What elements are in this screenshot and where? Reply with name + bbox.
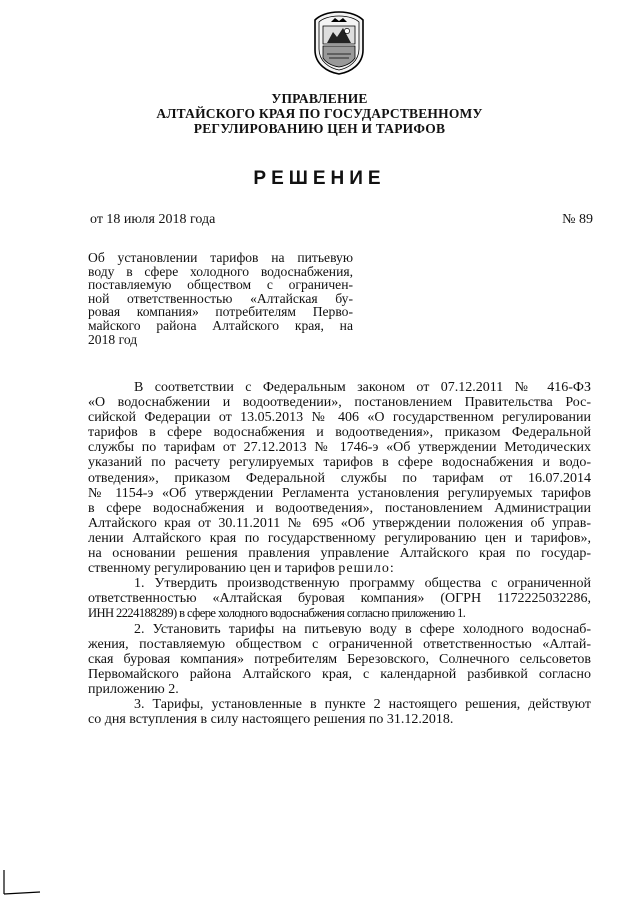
- text-line: В соответствии с Федеральным законом от 07.12.2011 № 416-ФЗ: [134, 380, 591, 395]
- text-line: ответственностью «Алтайская буровая компания» (ОГРН 1172225032286,: [88, 591, 591, 607]
- text-line: отведения», приказом Федеральной службы по тарифам от 16.07.2014: [88, 470, 591, 486]
- document-title: РЕШЕНИЕ: [253, 168, 386, 189]
- subject-line: 2018 год: [88, 331, 138, 347]
- org-line-3: РЕГУЛИРОВАНИЮ ЦЕН И ТАРИФОВ: [193, 121, 446, 136]
- text-line: тарифов в сфере водоснабжения и водоотведения», приказом Федеральной: [88, 425, 591, 441]
- text-line: в сфере водоснабжения и водоотведения», постановлением Администрации: [88, 500, 591, 516]
- text-line: сийской Федерации от 13.05.2013 № 406 «О государственном регулировании: [88, 410, 591, 426]
- document-date: от 18 июля 2018 года: [90, 212, 216, 227]
- item-2-paragraph: [88, 622, 591, 697]
- text-line: приложению 2.: [88, 681, 179, 697]
- text-line: лении Алтайского края по государственному регулированию цен и тарифов»,: [88, 530, 591, 546]
- coat-of-arms-emblem: [309, 10, 369, 76]
- scan-margin-mark: [0, 868, 60, 898]
- text-line: «О водоснабжении и водоотведении», постановлением Правительства Рос-: [88, 395, 591, 411]
- org-line-1: УПРАВЛЕНИЕ: [271, 91, 368, 106]
- item-3-paragraph: [88, 697, 591, 727]
- subject-block: [88, 251, 353, 346]
- text-line: указаний по расчету регулируемых тарифов в сфере водоснабжения и водо-: [88, 455, 591, 471]
- subject-line: Об установлении тарифов на питьевую: [88, 250, 353, 265]
- document-body: [88, 380, 591, 727]
- text-line: Алтайского края от 30.11.2011 № 695 «Об утверждении положения об управ-: [88, 515, 591, 531]
- preamble-paragraph: [88, 380, 591, 576]
- text-line: ская буровая компания» потребителям Березовского, Солнечного сельсоветов: [88, 651, 591, 667]
- item-1-paragraph: [88, 576, 591, 621]
- subject-line: поставляемую обществом с ограничен-: [88, 277, 353, 293]
- resolved-word: решило:: [338, 561, 395, 577]
- subject-line: майского района Алтайского края, на: [88, 317, 353, 333]
- text-line: службы по тарифам от 27.12.2013 № 1746-э «Об утверждении Методических: [88, 440, 591, 456]
- text-line: 2. Установить тарифы на питьевую воду в сфере холодного водоснаб-: [134, 621, 591, 637]
- org-line-2: АЛТАЙСКОГО КРАЯ ПО ГОСУДАРСТВЕННОМУ: [156, 106, 483, 121]
- document-number: № 89: [562, 212, 593, 227]
- text-line: 3. Тарифы, установленные в пункте 2 настоящего решения, действуют: [134, 696, 591, 712]
- text-line: ИНН 2224188289) в сфере холодного водоснабжения согласно приложению 1.: [88, 606, 466, 621]
- text-fragment: ственному регулированию цен и тарифов: [88, 561, 335, 577]
- text-line: [88, 561, 591, 576]
- text-line: 1. Утвердить производственную программу общества с ограниченной: [134, 576, 591, 592]
- text-line: Первомайского района Алтайского края, с календарной разбивкой согласно: [88, 666, 591, 682]
- text-line: жения, поставляемую обществом с ограниченной ответственностью «Алтай-: [88, 636, 591, 652]
- text-line: на основании решения правления управление Алтайского края по государ-: [88, 546, 591, 562]
- subject-line: ной ответственностью «Алтайская бу-: [88, 290, 353, 306]
- subject-line: воду в сфере холодного водоснабжения,: [88, 263, 353, 279]
- text-line: со дня вступления в силу настоящего решения по 31.12.2018.: [88, 712, 454, 728]
- subject-line: ровая компания» потребителям Перво-: [88, 304, 353, 320]
- text-line: № 1154-э «Об утверждении Регламента установления регулируемых тарифов: [88, 485, 591, 501]
